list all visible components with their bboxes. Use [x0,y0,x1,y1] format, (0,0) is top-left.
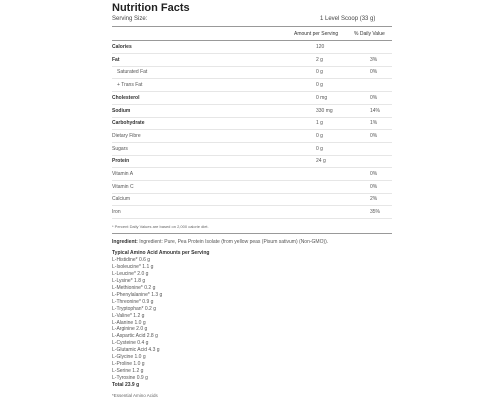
nutrient-row [112,79,392,91]
nutrient-row [112,117,392,129]
page-title: Nutrition Facts [112,2,190,14]
nutrient-label: Fat [112,56,120,63]
amino-acid-item: L-Glycine 1.0 g [112,354,146,361]
nutrient-label: Vitamin A [112,171,134,177]
nutrient-daily-value: 1% [370,120,378,127]
nutrient-amount: 0 g [316,69,323,76]
ingredients-text: Ingredient: Pure, Pea Protein Isolate (from yellow peas (Pisum sativum) (Non-GMO)). [137,239,329,245]
nutrient-label: + Trans Fat [117,82,143,89]
amino-acid-item: L-Leucine* 2.0 g [112,270,149,277]
amino-acid-heading: Typical Amino Acid Amounts per Serving [112,250,210,256]
nutrient-daily-value: 3% [370,56,378,63]
amino-acid-item: L-Isoleucine* 1.1 g [112,263,154,270]
amino-acid-item: L-Aspartic Acid 2.8 g [112,333,158,340]
nutrient-row [112,143,392,155]
amino-acid-item: L-Lysine* 1.8 g [112,277,146,284]
nutrient-row [112,92,392,104]
nutrient-amount: 1 g [316,120,323,127]
nutrient-row [112,105,392,117]
amino-acid-item: L-Alanine 1.0 g [112,319,146,326]
amino-acid-item: L-Valine* 1.2 g [112,312,145,319]
nutrient-daily-value: 2% [370,196,378,203]
amino-acid-item: L-Tryptophan* 0.2 g [112,305,157,312]
nutrient-amount: 2 g [316,56,323,63]
daily-value-column-header: % Daily Value [354,31,385,37]
ingredients-label: Ingredient: [112,239,138,245]
amino-acid-item: L-Histidine* 0.6 g [112,256,151,263]
nutrient-label: Calcium [112,196,131,203]
nutrient-label: Sodium [112,107,131,114]
nutrient-label: Protein [112,158,130,165]
nutrient-row [112,41,392,53]
nutrient-label: Sugars [112,145,128,152]
nutrient-label: Calories [112,44,132,50]
nutrient-amount: 330 mg [316,107,333,114]
nutrient-row [112,181,392,193]
nutrient-amount: 120 [316,44,325,50]
amino-acid-items [112,257,392,382]
nutrient-daily-value: 0% [370,132,378,139]
amino-acid-item: L-Cysteine 0.4 g [112,340,149,347]
amino-acid-item: L-Arginine 2.0 g [112,326,148,333]
amino-acid-item: L-Tyrosine 0.9 g [112,375,148,382]
amount-column-header: Amount per Serving [294,31,339,37]
ingredients-line [112,239,392,245]
nutrient-row [112,206,392,218]
nutrient-daily-value: 14% [370,107,381,114]
nutrient-amount: 0 g [316,132,323,139]
nutrient-row [112,193,392,205]
nutrient-label: Iron [112,209,121,216]
nutrient-label: Dietary Fibre [112,132,141,139]
nutrient-row [112,130,392,142]
amino-acid-item: L-Methionine* 0.2 g [112,284,156,291]
amino-acid-item: L-Serine 1.2 g [112,368,144,375]
nutrient-label: Cholesterol [112,94,140,101]
serving-size-label: Serving Size: [112,16,148,22]
divider [112,26,392,27]
amino-acid-item: L-Proline 1.0 g [112,361,145,368]
amino-acid-list [112,250,392,389]
row-divider [112,218,392,219]
amino-acid-item: L-Threonine* 0.9 g [112,298,154,305]
nutrient-daily-value: 0% [370,183,378,190]
essential-amino-footnote: *Essential Amino Acids [112,393,158,398]
daily-value-note: * Percent Daily Values are based on 2,000 calorie diet. [112,224,209,229]
nutrient-daily-value: 0% [370,69,378,76]
nutrient-row [112,155,392,167]
nutrient-amount: 0 mg [316,94,328,101]
nutrient-label: Vitamin C [112,183,134,190]
nutrient-row [112,168,392,180]
nutrient-daily-value: 0% [370,171,378,177]
serving-size-value: 1 Level Scoop (33 g) [320,16,376,22]
divider [112,233,392,234]
nutrient-row [112,54,392,66]
nutrient-row [112,66,392,78]
nutrient-label: Saturated Fat [117,69,148,76]
nutrient-amount: 24 g [316,158,326,165]
amino-acid-total: Total 23.9 g [112,382,140,389]
nutrient-label: Carbohydrate [112,120,145,127]
nutrient-daily-value: 0% [370,94,378,101]
amino-acid-item: L-Glutamic Acid 4.3 g [112,347,160,354]
nutrient-amount: 0 g [316,82,323,89]
nutrient-daily-value: 35% [370,209,381,216]
nutrient-amount: 0 g [316,145,323,152]
amino-acid-item: L-Phenylalanine* 1.3 g [112,291,163,298]
